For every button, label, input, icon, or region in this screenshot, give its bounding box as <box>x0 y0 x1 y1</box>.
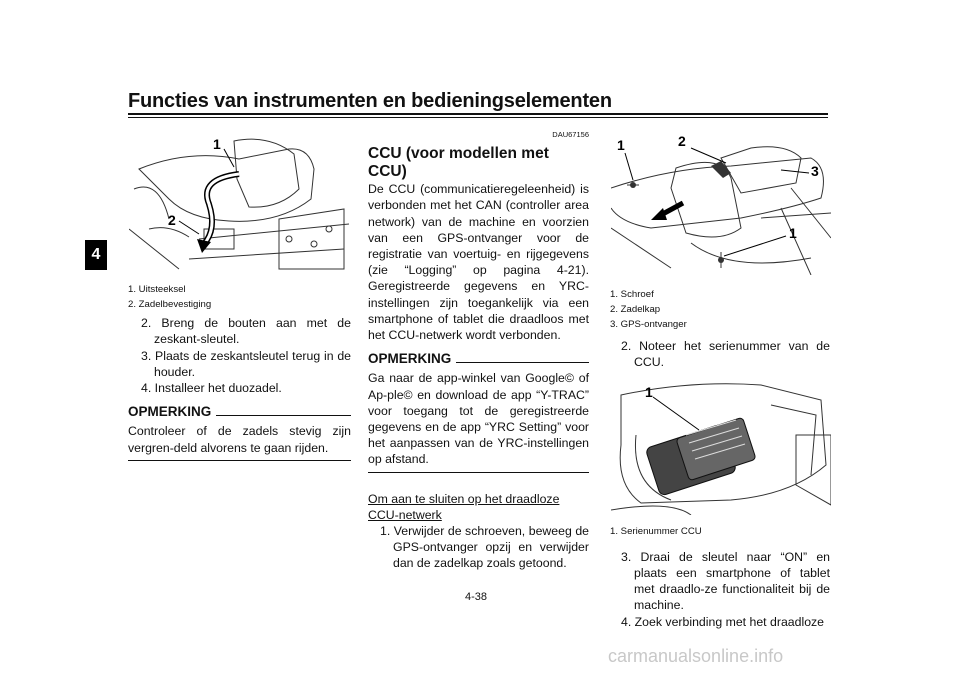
figure-caption-1: 1. Uitsteeksel <box>128 284 186 296</box>
figure-label-1b: 1 <box>789 225 797 241</box>
header-rule <box>128 113 828 115</box>
note-rule <box>456 362 589 363</box>
step-3: 3. Plaats de zeskantsleutel terug in de houder. <box>141 348 351 379</box>
seat-cover-figure <box>610 127 832 276</box>
serial-number-figure <box>610 374 832 516</box>
chapter-tab: 4 <box>85 240 107 270</box>
figure-label-2: 2 <box>678 133 686 149</box>
note-end-rule <box>368 472 589 473</box>
step-1: 1. Verwijder de schroeven, beweeg de GPS-ontvanger opzij en verwijder dan de zadelkap zoals getoond. <box>380 524 589 571</box>
note-title: OPMERKING <box>368 351 452 367</box>
document-code: DAU67156 <box>552 130 589 139</box>
step-3: 3. Draai de sleutel naar “ON” en plaats een smartphone of tablet met draadlo-ze functionaliteit bij de machine. <box>621 549 830 613</box>
figure-label-1: 1 <box>645 383 653 400</box>
note-title: OPMERKING <box>128 404 212 420</box>
figure-caption-serial: 1. Serienummer CCU <box>610 525 702 537</box>
note-text: Controleer of de zadels stevig zijn vergren-deld alvorens te gaan rijden. <box>128 424 351 455</box>
figure-label-2: 2 <box>168 212 176 228</box>
note-end-rule <box>128 460 351 461</box>
figure-caption-3: 3. GPS-ontvanger <box>610 319 687 331</box>
page-title: Functies van instrumenten en bedieningselementen <box>128 90 612 112</box>
step-4: 4. Installeer het duozadel. <box>141 381 282 396</box>
subheading: Om aan te sluiten op het draadloze CCU-netwerk <box>368 491 560 522</box>
step-2: 2. Noteer het serienummer van de CCU. <box>621 339 830 370</box>
figure-caption-1: 1. Schroef <box>610 289 654 301</box>
header-rule-thin <box>128 117 828 118</box>
figure-caption-2: 2. Zadelbevestiging <box>128 299 212 311</box>
figure-label-1: 1 <box>213 136 221 152</box>
figure-label-1: 1 <box>617 137 625 153</box>
note-rule <box>216 415 351 416</box>
step-2: 2. Breng de bouten aan met de zeskant-sleutel. <box>141 316 351 347</box>
figure-label-3: 3 <box>811 163 819 179</box>
page-number: 4-38 <box>465 591 488 603</box>
figure-caption-2: 2. Zadelkap <box>610 304 661 316</box>
seat-figure <box>128 128 353 276</box>
note-text: Ga naar de app-winkel van Google© of Ap-ple© en download de app “Y-TRAC” voor toegang tot de geregistreerde gegevens en de app “YRC Setting” voor het aanpassen van de YRC-instellingen op afstand. <box>368 371 589 467</box>
step-4: 4. Zoek verbinding met het draadloze <box>621 614 825 629</box>
section-title: CCU (voor modellen met CCU) <box>368 145 549 181</box>
footer-watermark: carmanualsonline.info <box>608 646 784 666</box>
section-body: De CCU (communicatieregeleenheid) is verbonden met het CAN (controller area network) van de machine en voorzien van een GPS-ontvanger voor de registratie van voertuig- en rijgegevens (zie “Logging” op pagina 4-21). Geregistreerde gegevens en YRC-instellingen zijn toegankelijk via een smartphone of tablet die draadloos met het CCU-netwerk wordt verbonden. <box>368 182 589 343</box>
